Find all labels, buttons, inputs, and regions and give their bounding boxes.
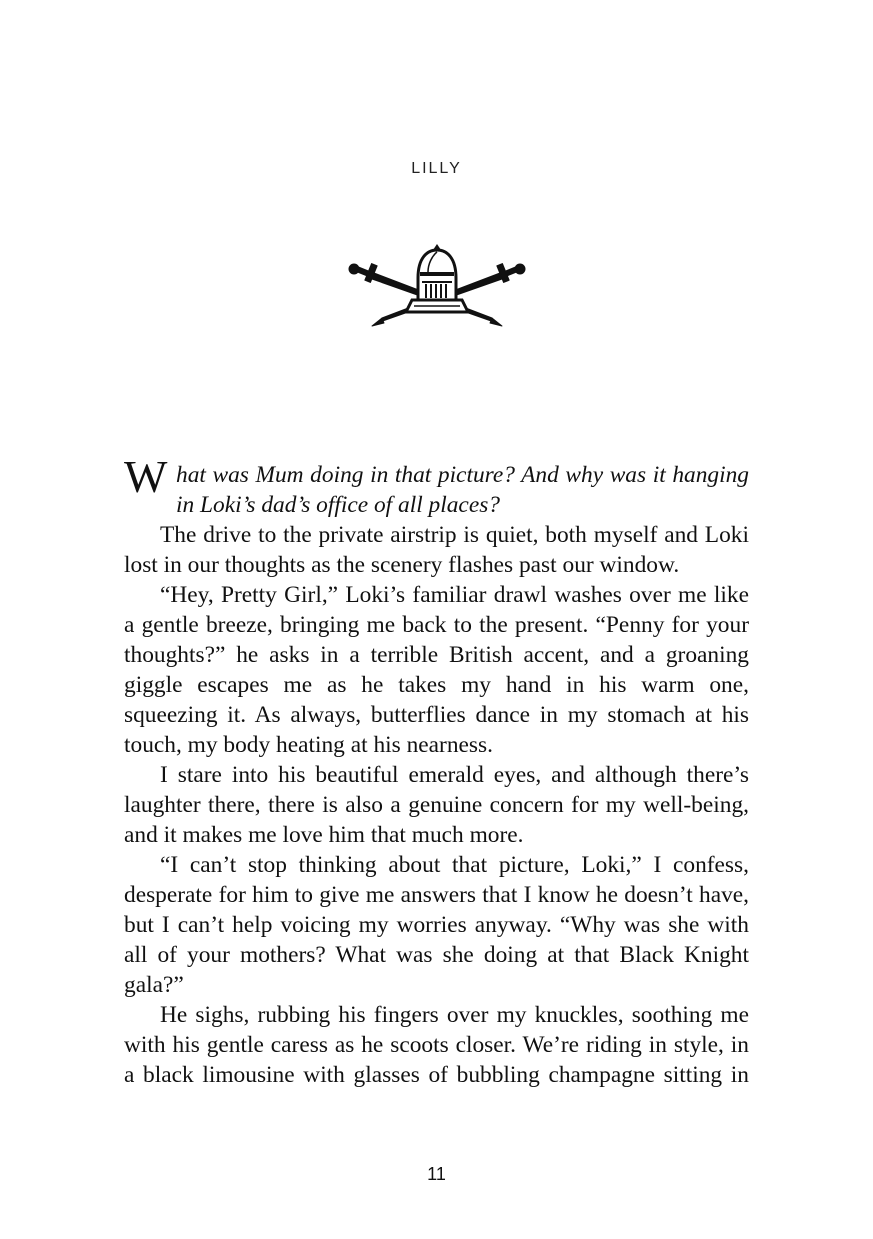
paragraph: “I can’t stop thinking about that picture, Loki,” I confess, desperate for him to give me answers that I know he doesn’t have, but I can’t help voicing my worries anyway. “Why was she with all of your mothers? What was she doing at that Black Knight gala?” (124, 852, 749, 998)
knight-helmet-crossed-swords-icon (342, 238, 532, 330)
paragraph: He sighs, rubbing his fingers over my knuckles, soothing me with his gentle caress as he scoots closer. We’re riding in style, in a black limousine with glasses of bubbling champagne sitting in (124, 1002, 749, 1088)
paragraph: “Hey, Pretty Girl,” Loki’s familiar drawl washes over me like a gentle breeze, bringing me back to the present. “Penny for your thoughts?” he asks in a terrible British accent, and a groaning giggle escapes me as he takes my hand in his warm one, squeezing it. As always, butterflies dance in my stomach at his touch, my body heating at his nearness. (124, 582, 749, 758)
paragraph: The drive to the private airstrip is quiet, both myself and Loki lost in our thoughts as the scenery flashes past our window. (124, 522, 749, 578)
body-text (124, 451, 749, 1090)
opening-paragraph (124, 451, 749, 520)
chapter-title: LILLY (411, 160, 462, 177)
paragraph: I stare into his beautiful emerald eyes, and although there’s laughter there, there is also a genuine concern for my well-being, and it makes me love him that much more. (124, 762, 749, 848)
page-number: 11 (427, 1164, 446, 1184)
drop-cap: W (124, 451, 168, 502)
opening-line-2: in Loki’s dad’s office of all places? (176, 492, 500, 518)
opening-line-1: hat was Mum doing in that picture? And why was it hanging (176, 462, 749, 488)
